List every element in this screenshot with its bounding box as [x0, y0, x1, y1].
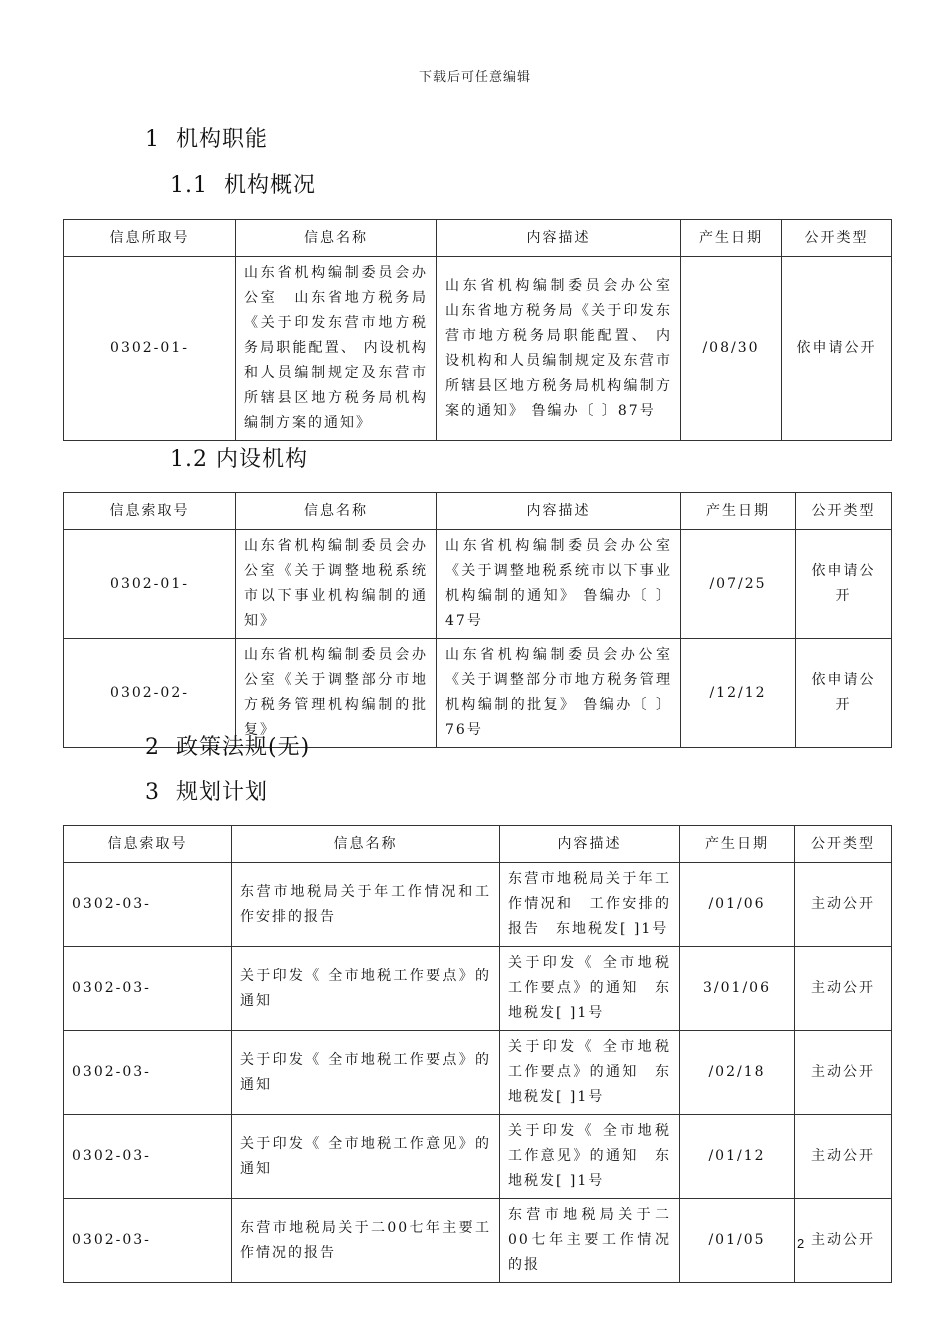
- cell-desc: 山东省机构编制委员会办公室《关于调整地税系统市以下事业机构编制的通知》 鲁编办〔 〕47号: [437, 530, 681, 639]
- table-header-row: [64, 493, 892, 530]
- cell-desc: 山东省机构编制委员会办公室 山东省地方税务局《关于印发东营市地方税务局职能配置、 内设机构和人员编制规定及东营市所辖县区地方税务局机构编制方案的通知》 鲁编办〔 〕87号: [437, 257, 681, 441]
- cell-id: 0302-01-: [64, 530, 236, 639]
- section-title: 机构职能: [176, 127, 269, 152]
- cell-type: 主动公开: [795, 1199, 892, 1283]
- table-internal-departments: [63, 492, 892, 748]
- table-row: [64, 947, 892, 1031]
- table-row: [64, 257, 892, 441]
- cell-name: 山东省机构编制委员会办公室 山东省地方税务局《关于印发东营市地方税务局职能配置、 内设机构和人员编制规定及东营市所辖县区地方税务局机构编制方案的通知》: [236, 257, 437, 441]
- cell-name: 山东省机构编制委员会办公室《关于调整部分市地方税务管理机构编制的批复》: [236, 639, 437, 748]
- cell-type: 依申请公开: [796, 530, 892, 639]
- header-id: 信息所取号: [64, 220, 236, 257]
- section-1-1-heading: [170, 168, 316, 199]
- cell-type: 依申请公开: [796, 639, 892, 748]
- cell-desc: 山东省机构编制委员会办公室《关于调整部分市地方税务管理机构编制的批复》 鲁编办〔 〕76号: [437, 639, 681, 748]
- cell-type: 主动公开: [795, 1031, 892, 1115]
- page-header: 下载后可任意编辑: [418, 70, 531, 85]
- cell-id: 0302-03-: [64, 863, 232, 947]
- cell-name: 关于印发《 全市地税工作要点》的通知: [232, 1031, 500, 1115]
- table-header-row: [64, 826, 892, 863]
- cell-date: /02/18: [680, 1031, 795, 1115]
- cell-date: /08/30: [681, 257, 782, 441]
- section-title: 机构概况: [224, 173, 317, 198]
- cell-name: 关于印发《 全市地税工作要点》的通知: [232, 947, 500, 1031]
- section-number: 1: [145, 127, 160, 152]
- header-desc: 内容描述: [437, 493, 681, 530]
- cell-desc: 关于印发《 全市地税工作意见》的通知 东地税发[ ]1号: [500, 1115, 680, 1199]
- table-row: [64, 863, 892, 947]
- cell-desc: 关于印发《 全市地税工作要点》的通知 东地税发[ ]1号: [500, 947, 680, 1031]
- header-type: 公开类型: [782, 220, 892, 257]
- cell-type: 主动公开: [795, 947, 892, 1031]
- cell-type: 主动公开: [795, 863, 892, 947]
- header-type: 公开类型: [796, 493, 892, 530]
- header-date: 产生日期: [681, 493, 796, 530]
- cell-desc: 东营市地税局关于年工作情况和 工作安排的报告 东地税发[ ]1号: [500, 863, 680, 947]
- cell-desc: 东营市地税局关于二00七年主要工作情况的报: [500, 1199, 680, 1283]
- section-number: 2: [145, 735, 160, 760]
- cell-id: 0302-03-: [64, 1115, 232, 1199]
- page-number: 2: [797, 1236, 805, 1251]
- section-title: 规划计划: [176, 780, 269, 805]
- cell-name: 东营市地税局关于年工作情况和工作安排的报告: [232, 863, 500, 947]
- section-number: 3: [145, 780, 160, 805]
- section-1-2-heading: 1.2 内设机构: [170, 447, 308, 472]
- header-name: 信息名称: [236, 493, 437, 530]
- cell-date: /01/06: [680, 863, 795, 947]
- table-row: [64, 530, 892, 639]
- cell-date: /01/12: [680, 1115, 795, 1199]
- cell-date: 3/01/06: [680, 947, 795, 1031]
- header-date: 产生日期: [681, 220, 782, 257]
- header-id: 信息索取号: [64, 826, 232, 863]
- cell-name: 山东省机构编制委员会办公室《关于调整地税系统市以下事业机构编制的通知》: [236, 530, 437, 639]
- header-date: 产生日期: [680, 826, 795, 863]
- cell-type: 主动公开: [795, 1115, 892, 1199]
- cell-name: 东营市地税局关于二00七年主要工作情况的报告: [232, 1199, 500, 1283]
- cell-id: 0302-03-: [64, 1199, 232, 1283]
- header-name: 信息名称: [232, 826, 500, 863]
- header-name: 信息名称: [236, 220, 437, 257]
- cell-id: 0302-02-: [64, 639, 236, 748]
- table-row: [64, 1031, 892, 1115]
- cell-id: 0302-03-: [64, 947, 232, 1031]
- cell-type: 依申请公开: [782, 257, 892, 441]
- section-2-heading: [145, 730, 310, 761]
- section-1-heading: [145, 122, 268, 153]
- cell-date: /01/05: [680, 1199, 795, 1283]
- cell-date: /07/25: [681, 530, 796, 639]
- section-title: 政策法规(无): [176, 735, 311, 760]
- cell-id: 0302-01-: [64, 257, 236, 441]
- table-row: [64, 1115, 892, 1199]
- cell-date: /12/12: [681, 639, 796, 748]
- header-desc: 内容描述: [437, 220, 681, 257]
- table-organization-overview: [63, 219, 892, 441]
- header-id: 信息索取号: [64, 493, 236, 530]
- cell-id: 0302-03-: [64, 1031, 232, 1115]
- table-planning: [63, 825, 892, 1283]
- cell-desc: 关于印发《 全市地税工作要点》的通知 东地税发[ ]1号: [500, 1031, 680, 1115]
- section-number: 1.1: [170, 173, 208, 198]
- table-row: [64, 1199, 892, 1283]
- cell-name: 关于印发《 全市地税工作意见》的通知: [232, 1115, 500, 1199]
- header-desc: 内容描述: [500, 826, 680, 863]
- header-type: 公开类型: [795, 826, 892, 863]
- table-header-row: [64, 220, 892, 257]
- section-3-heading: [145, 775, 268, 806]
